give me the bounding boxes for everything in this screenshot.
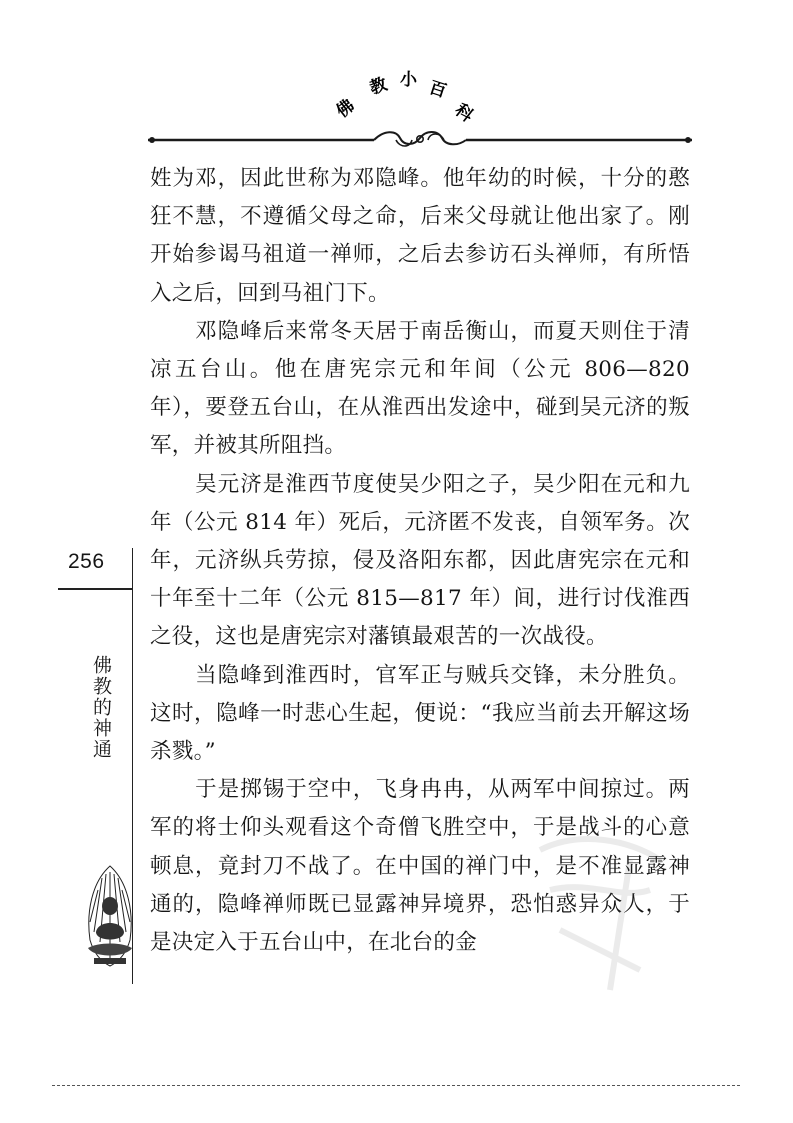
page-number: 256 (68, 550, 105, 573)
series-title-arc (320, 68, 490, 128)
series-title-char: 科 (450, 100, 477, 127)
paragraph: 姓为邓，因此世称为邓隐峰。他年幼的时候，十分的憨狂不慧，不遵循父母之命，后来父母就让他出家了。刚开始参谒马祖道一禅师，之后去参访石头禅师，有所悟入之后，回到马祖门下。 (150, 166, 690, 306)
paragraph: 吴元济是淮西节度使吴少阳之子，吴少阳在元和九年（公元 814 年）死后，元济匿不发丧，自领军务。次年，元济纵兵劳掠，侵及洛阳东都，因此唐宪宗在元和十年至十二年（公元 815—817 年）间，进行讨伐淮西之役，这也是唐宪宗对藩镇最艰苦的一次战役。 (150, 471, 690, 650)
series-title-char: 小 (400, 70, 417, 90)
scroll-ornament-icon (148, 126, 692, 150)
footer-rule (52, 1085, 740, 1086)
paragraph: 当隐峰到淮西时，官军正与贼兵交锋，未分胜负。这时，隐峰一时悲心生起，便说：“我应当前去开解这场杀戮。” (150, 662, 690, 765)
buddha-figure-icon (80, 862, 140, 972)
margin-divider (58, 588, 132, 590)
paragraph: 邓隐峰后来常冬天居于南岳衡山，而夏天则住于清凉五台山。他在唐宪宗元和年间（公元 806—820 年），要登五台山，在从淮西出发途中，碰到吴元济的叛军，并被其所阻挡。 (150, 318, 698, 459)
section-title: 佛教的神通 (90, 655, 112, 760)
series-title-char: 佛 (332, 95, 359, 122)
library-stamp-watermark (520, 820, 680, 1000)
series-title-char: 教 (367, 74, 390, 99)
series-title-char: 百 (426, 77, 449, 103)
paragraph: 于是掷锡于空中，飞身冉冉，从两军中间掠过。两军的将士仰头观看这个奇僧飞胜空中，于是战斗的心意顿息，竟封刀不战了。在中国的禅门中，是不准显露神通的，隐峰禅师既已显露神异境界，恐怕惑异众人，于是决定入于五台山中，在北台的金 (150, 777, 690, 956)
